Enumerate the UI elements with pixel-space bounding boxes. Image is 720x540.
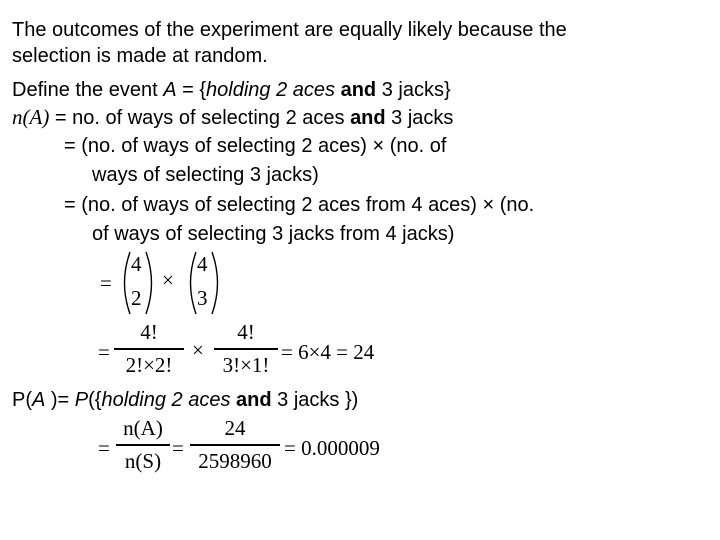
fraction-bar [116,444,170,446]
fraction-bar [114,348,184,350]
text-line-1: The outcomes of the experiment are equally likely because the [12,19,567,41]
fraction-denominator: 2!×2! [125,353,173,377]
step-line-4: of ways of selecting 3 jacks from 4 jacks) [92,223,455,245]
times-sign: × [192,338,204,362]
fraction-nA-over-nS [116,414,170,480]
define-text: Define the event [12,79,164,101]
fraction-numerator: 24 [224,416,246,440]
p-jacks-text: 3 jacks }) [271,389,359,411]
equals-sign: = [98,436,110,460]
n-a-line [12,105,453,130]
text-line-2: selection is made at random. [12,45,268,67]
result-probability: = 0.000009 [284,436,380,460]
binomial-top: 4 [131,252,142,276]
step-line-1: = (no. of ways of selecting 2 aces) × (no. of [64,135,447,157]
fraction-24-over-2598960 [190,414,280,480]
jacks-text-2: 3 jacks [385,107,454,129]
p-equals: )= [45,389,75,411]
step-line-3: = (no. of ways of selecting 2 aces from 4 aces) × (no. [64,194,535,216]
left-paren-icon [184,250,198,316]
probability-line [12,388,358,412]
fraction-bar [190,444,280,446]
binomial-4-choose-2 [118,250,156,316]
and-text-2: and [350,107,386,129]
fraction-numerator: 4! [237,320,255,344]
step-line-2: ways of selecting 3 jacks) [92,164,319,186]
p-holding-text: holding 2 aces [101,389,231,411]
fraction-numerator: n(A) [123,416,163,440]
fraction-numerator: 4! [140,320,158,344]
fraction-denominator: 2598960 [198,449,272,473]
n-a-symbol: n(A) [12,105,50,129]
right-paren-icon [144,250,158,316]
jacks-text: 3 jacks} [376,79,451,101]
p-brace: ({ [88,389,102,411]
fraction-denominator: n(S) [124,449,162,473]
p-and-text: and [230,389,272,411]
binomial-top: 4 [197,252,208,276]
fraction-bar [214,348,278,350]
event-definition-line [12,78,451,102]
equals-sign-2: = [172,436,184,460]
result-24: = 6×4 = 24 [281,340,375,364]
fraction-denominator: 3!×1! [222,353,270,377]
binomial-bottom: 2 [131,286,142,310]
equals-sign: = [98,340,110,364]
and-text: and [335,79,377,101]
p-open: P( [12,389,32,411]
binomial-4-choose-3 [184,250,222,316]
event-a-label: A [163,79,177,101]
p-label: P [74,389,89,411]
n-a-definition: = no. of ways of selecting 2 aces [49,107,351,129]
equals-brace: = { [176,79,207,101]
fraction-4-over-3-1 [214,318,278,384]
left-paren-icon [118,250,132,316]
right-paren-icon [210,250,224,316]
holding-text: holding 2 aces [206,79,336,101]
p-a-label: A [32,389,46,411]
times-sign: × [162,268,174,292]
equals-sign: = [100,271,112,295]
fraction-4-over-2-2 [114,318,184,384]
binomial-bottom: 3 [197,286,208,310]
